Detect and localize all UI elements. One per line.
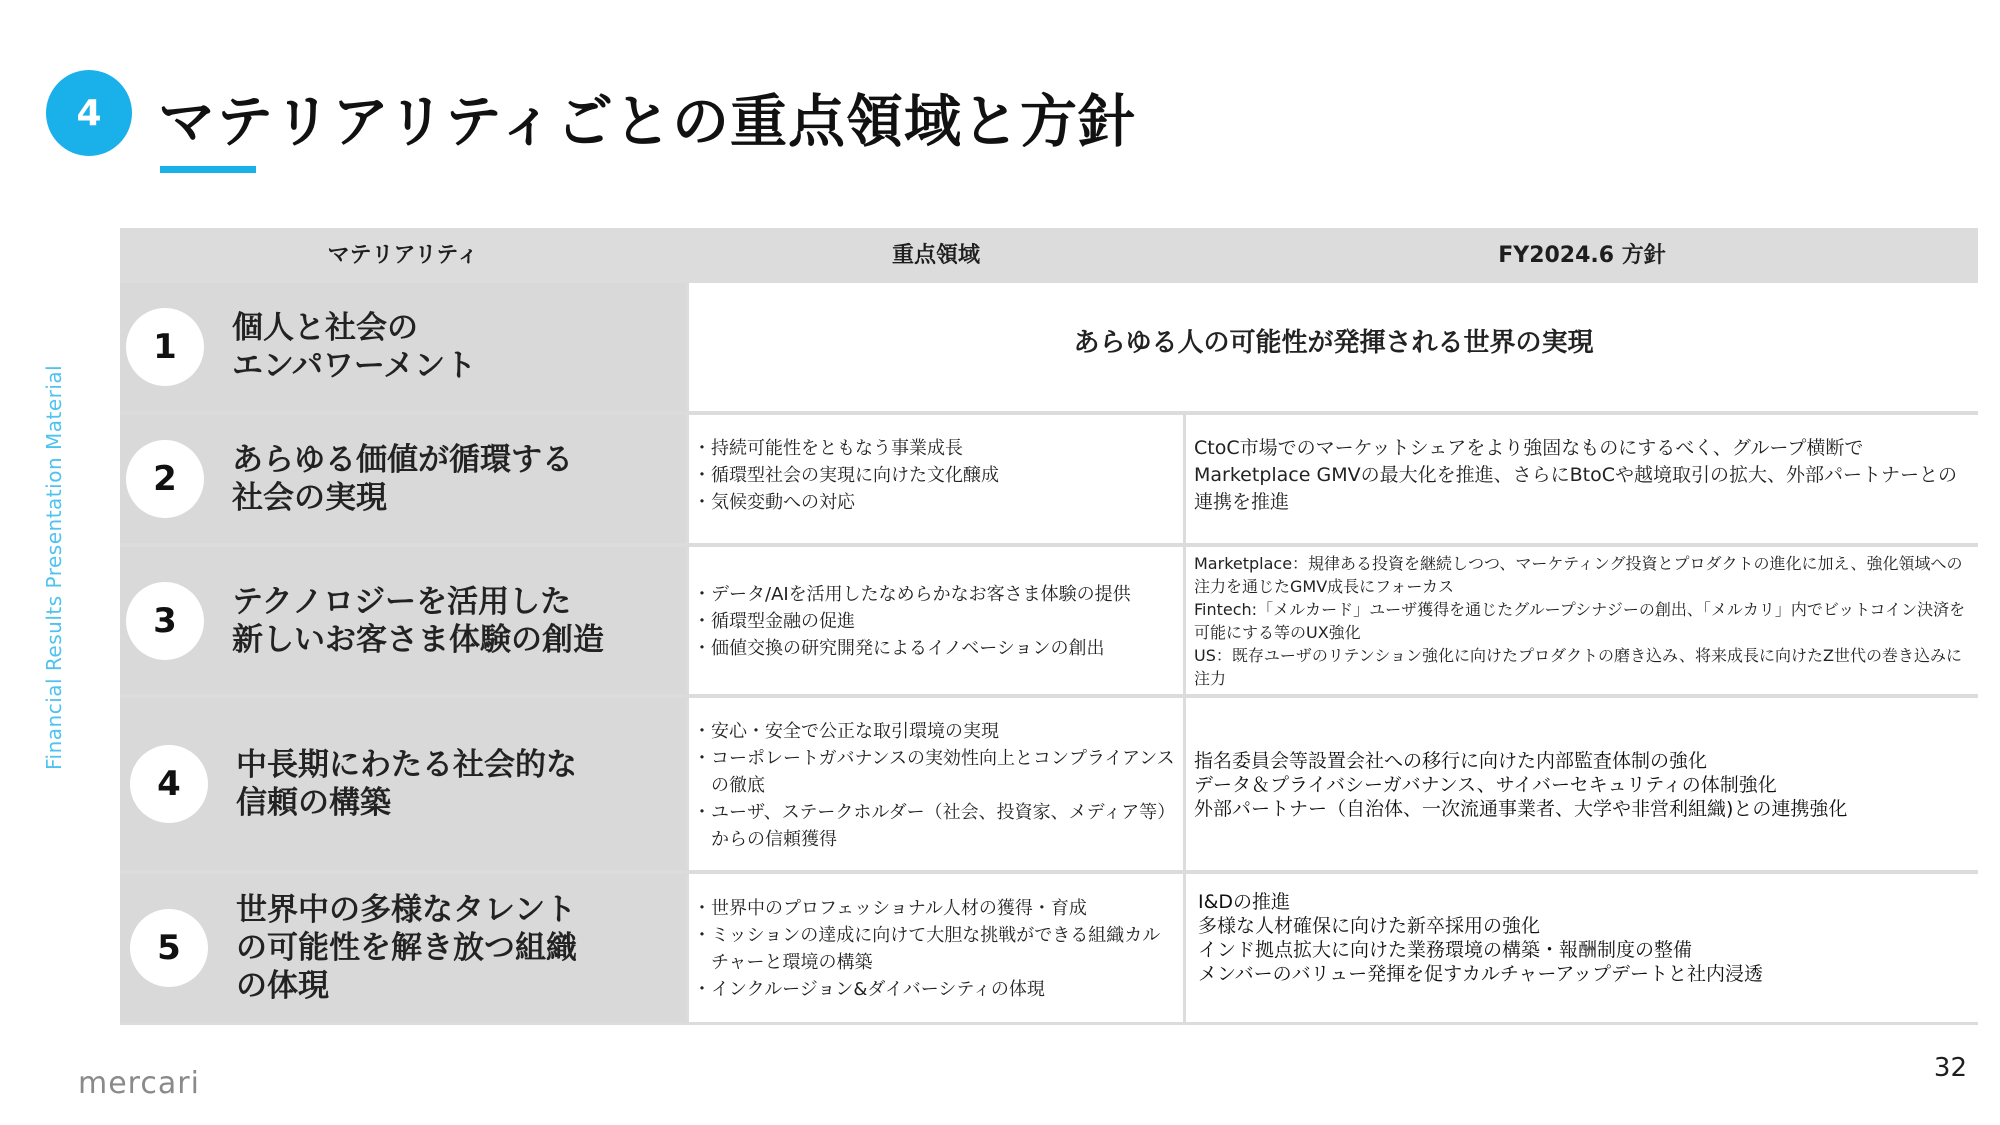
policy-text: データ＆プライバシーガバナンス、サイバーセキュリティの体制強化 [1194, 774, 1777, 796]
materiality-table [120, 228, 1978, 1025]
focus-item: ・ 世界中のプロフェッショナル人材の獲得・育成 [697, 895, 1175, 922]
focus-item: ・ コーポレートガバナンスの実効性向上とコンプライアンスの徹底 [697, 745, 1175, 799]
policy-text: US：既存ユーザのリテンション強化に向けたプロダクトの磨き込み、将来成長に向けたZ世代の巻き込みに注力 [1194, 645, 1962, 688]
focus-item: ・ インクルージョン&ダイバーシティの体現 [697, 976, 1175, 1003]
row-number-badge: 2 [126, 440, 204, 518]
policy-cell-3 [1186, 547, 1978, 694]
vision-statement: あらゆる人の可能性が発揮される世界の実現 [1073, 327, 1594, 358]
row-number-badge: 4 [130, 745, 208, 823]
focus-item: ・ 循環型金融の促進 [697, 608, 1175, 635]
title-underline [160, 166, 256, 173]
column-header-policy: FY2024.6 方針 [1186, 228, 1978, 279]
focus-cell-5 [689, 874, 1183, 1022]
policy-text: 外部パートナー（自治体、一次流通事業者、大学や非営利組織)との連携強化 [1194, 798, 1848, 820]
materiality-label: テクノロジーを活用した 新しいお客さま体験の創造 [232, 583, 604, 658]
row-number-badge: 3 [126, 582, 204, 660]
materiality-cell-4 [120, 698, 686, 870]
focus-item: ・ 価値交換の研究開発によるイノベーションの創出 [697, 635, 1175, 662]
policy-text: 指名委員会等設置会社への移行に向けた内部監査体制の強化 [1194, 750, 1708, 772]
materiality-label: 中長期にわたる社会的な 信頼の構築 [236, 747, 577, 821]
mercari-logo: mercari [78, 1066, 200, 1101]
focus-item: ・ ミッションの達成に向けて大胆な挑戦ができる組織カルチャーと環境の構築 [697, 922, 1175, 976]
materiality-cell-2 [120, 415, 686, 543]
focus-item: ・ ユーザ、ステークホルダー（社会、投資家、メディア等）からの信頼獲得 [697, 799, 1175, 853]
focus-item: ・ データ/AIを活用したなめらかなお客さま体験の提供 [697, 581, 1175, 608]
policy-text: 多様な人材確保に向けた新卒採用の強化 [1198, 915, 1541, 937]
materiality-cell-1 [120, 283, 686, 411]
materiality-label: あらゆる価値が循環する 社会の実現 [232, 442, 573, 516]
focus-item: ・ 循環型社会の実現に向けた文化醸成 [697, 462, 1175, 489]
section-number-badge: 4 [46, 70, 132, 156]
focus-item: ・ 持続可能性をともなう事業成長 [697, 435, 1175, 462]
materiality-label: 個人と社会の エンパワーメント [232, 310, 477, 384]
policy-text: I&Dの推進 [1198, 891, 1291, 913]
vision-cell [689, 283, 1978, 411]
policy-cell-5 [1186, 874, 1978, 1022]
materiality-cell-3 [120, 547, 686, 694]
focus-cell-4 [689, 698, 1183, 870]
policy-text: Fintech:「メルカード」ユーザ獲得を通じたグループシナジーの創出、「メルカリ」内でビットコイン決済を可能にする等のUX強化 [1194, 599, 1966, 642]
materiality-label: 世界中の多様なタレント の可能性を解き放つ組織 の体現 [236, 892, 577, 1004]
policy-text: インド拠点拡大に向けた業務環境の構築・報酬制度の整備 [1198, 939, 1693, 961]
column-header-materiality: マテリアリティ [120, 228, 686, 279]
policy-cell-4 [1186, 698, 1978, 870]
policy-text: Marketplace：規律ある投資を継続しつつ、マーケティング投資とプロダクトの進化に加え、強化領域への注力を通じたGMV成長にフォーカス [1194, 553, 1963, 596]
materiality-cell-5 [120, 874, 686, 1022]
focus-cell-3 [689, 547, 1183, 694]
policy-cell-2 [1186, 415, 1978, 543]
focus-item: ・ 安心・安全で公正な取引環境の実現 [697, 718, 1175, 745]
row-number-badge: 5 [130, 909, 208, 987]
focus-item: ・ 気候変動への対応 [697, 489, 1175, 516]
page-number: 32 [1933, 1053, 1967, 1083]
column-header-focus-areas: 重点領域 [689, 228, 1183, 279]
side-label: Financial Results Presentation Material [42, 364, 66, 770]
page-title: マテリアリティごとの重点領域と方針 [158, 89, 1137, 155]
policy-text: メンバーのバリュー発揮を促すカルチャーアップデートと社内浸透 [1198, 963, 1764, 985]
focus-cell-2 [689, 415, 1183, 543]
policy-text: CtoC市場でのマーケットシェアをより強固なものにするべく、グループ横断で Marketplace GMVの最大化を推進、さらにBtoCや越境取引の拡大、外部パートナーとの連携を推進 [1194, 437, 1957, 513]
row-number-badge: 1 [126, 308, 204, 386]
